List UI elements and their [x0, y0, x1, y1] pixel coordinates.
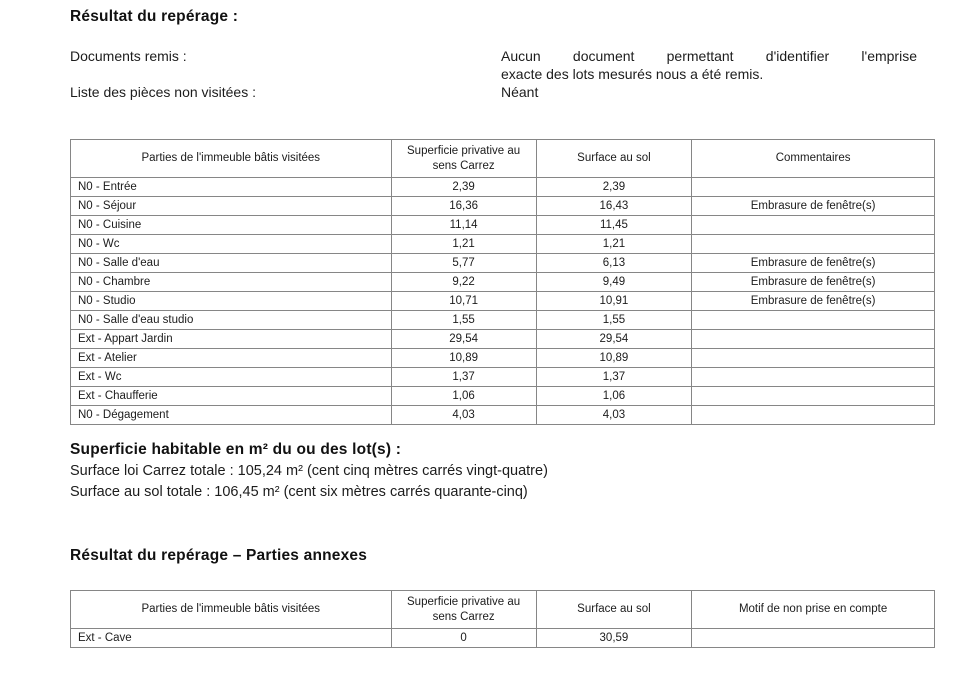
surface-sol-totale-line: Surface au sol totale : 106,45 m² (cent six mètres carrés quarante-cinq)	[70, 484, 528, 500]
table-cell: 16,36	[391, 197, 536, 216]
table-cell: N0 - Salle d'eau studio	[71, 311, 392, 330]
header-parties: Parties de l'immeuble bâtis visitées	[71, 140, 392, 178]
table-cell: N0 - Entrée	[71, 178, 392, 197]
table-cell: 4,03	[536, 406, 692, 425]
table-cell	[692, 178, 935, 197]
documents-remis-value-line2: exacte des lots mesurés nous a été remis.	[501, 66, 764, 82]
parties-annexes-table	[70, 590, 935, 648]
table-cell: 29,54	[391, 330, 536, 349]
table-header-row	[71, 140, 935, 178]
table-cell: 29,54	[536, 330, 692, 349]
table-row	[71, 292, 935, 311]
header-surface-sol: Surface au sol	[536, 591, 692, 629]
table-cell: 0	[391, 629, 536, 648]
section-title-parties-annexes: Résultat du repérage – Parties annexes	[70, 547, 368, 564]
table-cell: N0 - Salle d'eau	[71, 254, 392, 273]
table-cell: 9,49	[536, 273, 692, 292]
table-row	[71, 197, 935, 216]
table-cell: 9,22	[391, 273, 536, 292]
table-cell: N0 - Dégagement	[71, 406, 392, 425]
table-cell: Embrasure de fenêtre(s)	[692, 254, 935, 273]
table-cell: 11,14	[391, 216, 536, 235]
table-cell	[692, 406, 935, 425]
table-cell	[692, 311, 935, 330]
table-row	[71, 629, 935, 648]
documents-remis-value-line1: Aucun document permettant d'identifier l'emprise	[501, 48, 917, 64]
table-cell: Ext - Atelier	[71, 349, 392, 368]
table-cell: 1,37	[536, 368, 692, 387]
table-cell: N0 - Wc	[71, 235, 392, 254]
table-cell: 5,77	[391, 254, 536, 273]
table-cell	[692, 387, 935, 406]
field-values-column	[501, 47, 917, 101]
surfaces-table	[70, 139, 935, 425]
table-cell: Embrasure de fenêtre(s)	[692, 292, 935, 311]
surfaces-table-header	[71, 140, 935, 178]
table-row	[71, 311, 935, 330]
table-cell: 10,89	[536, 349, 692, 368]
table-cell: 30,59	[536, 629, 692, 648]
table-row	[71, 387, 935, 406]
table-cell	[692, 368, 935, 387]
table-cell: N0 - Séjour	[71, 197, 392, 216]
table-row	[71, 368, 935, 387]
table-cell: N0 - Cuisine	[71, 216, 392, 235]
header-superficie-carrez: Superficie privative au sens Carrez	[391, 140, 536, 178]
table-cell: Ext - Appart Jardin	[71, 330, 392, 349]
summary-totals	[70, 461, 548, 503]
header-motif: Motif de non prise en compte	[692, 591, 935, 629]
surface-carrez-totale-line: Surface loi Carrez totale : 105,24 m² (cent cinq mètres carrés vingt-quatre)	[70, 463, 548, 479]
table-row	[71, 178, 935, 197]
table-cell: 1,06	[391, 387, 536, 406]
table-cell: 1,21	[391, 235, 536, 254]
header-superficie-carrez: Superficie privative au sens Carrez	[391, 591, 536, 629]
table-cell: 1,21	[536, 235, 692, 254]
table-cell: 1,37	[391, 368, 536, 387]
table-cell: N0 - Chambre	[71, 273, 392, 292]
table-cell: 4,03	[391, 406, 536, 425]
table-row	[71, 235, 935, 254]
table-cell	[692, 216, 935, 235]
section-title-reperage: Résultat du repérage :	[70, 8, 239, 25]
table-row	[71, 349, 935, 368]
parties-annexes-table-header	[71, 591, 935, 629]
pieces-non-visitees-value: Néant	[501, 84, 539, 100]
table-cell: 16,43	[536, 197, 692, 216]
table-cell: 10,89	[391, 349, 536, 368]
documents-remis-label: Documents remis :	[70, 48, 187, 64]
table-cell	[692, 349, 935, 368]
table-cell: 10,71	[391, 292, 536, 311]
table-cell: 2,39	[536, 178, 692, 197]
header-commentaires: Commentaires	[692, 140, 935, 178]
table-row	[71, 273, 935, 292]
header-parties: Parties de l'immeuble bâtis visitées	[71, 591, 392, 629]
table-cell: 11,45	[536, 216, 692, 235]
table-header-row	[71, 591, 935, 629]
table-cell: N0 - Studio	[71, 292, 392, 311]
surfaces-table-body	[71, 178, 935, 425]
table-cell: Ext - Wc	[71, 368, 392, 387]
table-cell	[692, 235, 935, 254]
table-cell	[692, 330, 935, 349]
table-cell: Embrasure de fenêtre(s)	[692, 273, 935, 292]
table-cell: Embrasure de fenêtre(s)	[692, 197, 935, 216]
table-row	[71, 254, 935, 273]
table-row	[71, 330, 935, 349]
table-cell: 1,06	[536, 387, 692, 406]
table-cell: 2,39	[391, 178, 536, 197]
table-cell: 1,55	[536, 311, 692, 330]
header-surface-sol: Surface au sol	[536, 140, 692, 178]
pieces-non-visitees-label: Liste des pièces non visitées :	[70, 84, 256, 100]
table-row	[71, 406, 935, 425]
table-cell: 1,55	[391, 311, 536, 330]
table-cell: Ext - Cave	[71, 629, 392, 648]
parties-annexes-table-body	[71, 629, 935, 648]
table-cell: 10,91	[536, 292, 692, 311]
table-cell: 6,13	[536, 254, 692, 273]
table-cell	[692, 629, 935, 648]
table-row	[71, 216, 935, 235]
superficie-habitable-title: Superficie habitable en m² du ou des lot(s) :	[70, 441, 402, 458]
table-cell: Ext - Chaufferie	[71, 387, 392, 406]
